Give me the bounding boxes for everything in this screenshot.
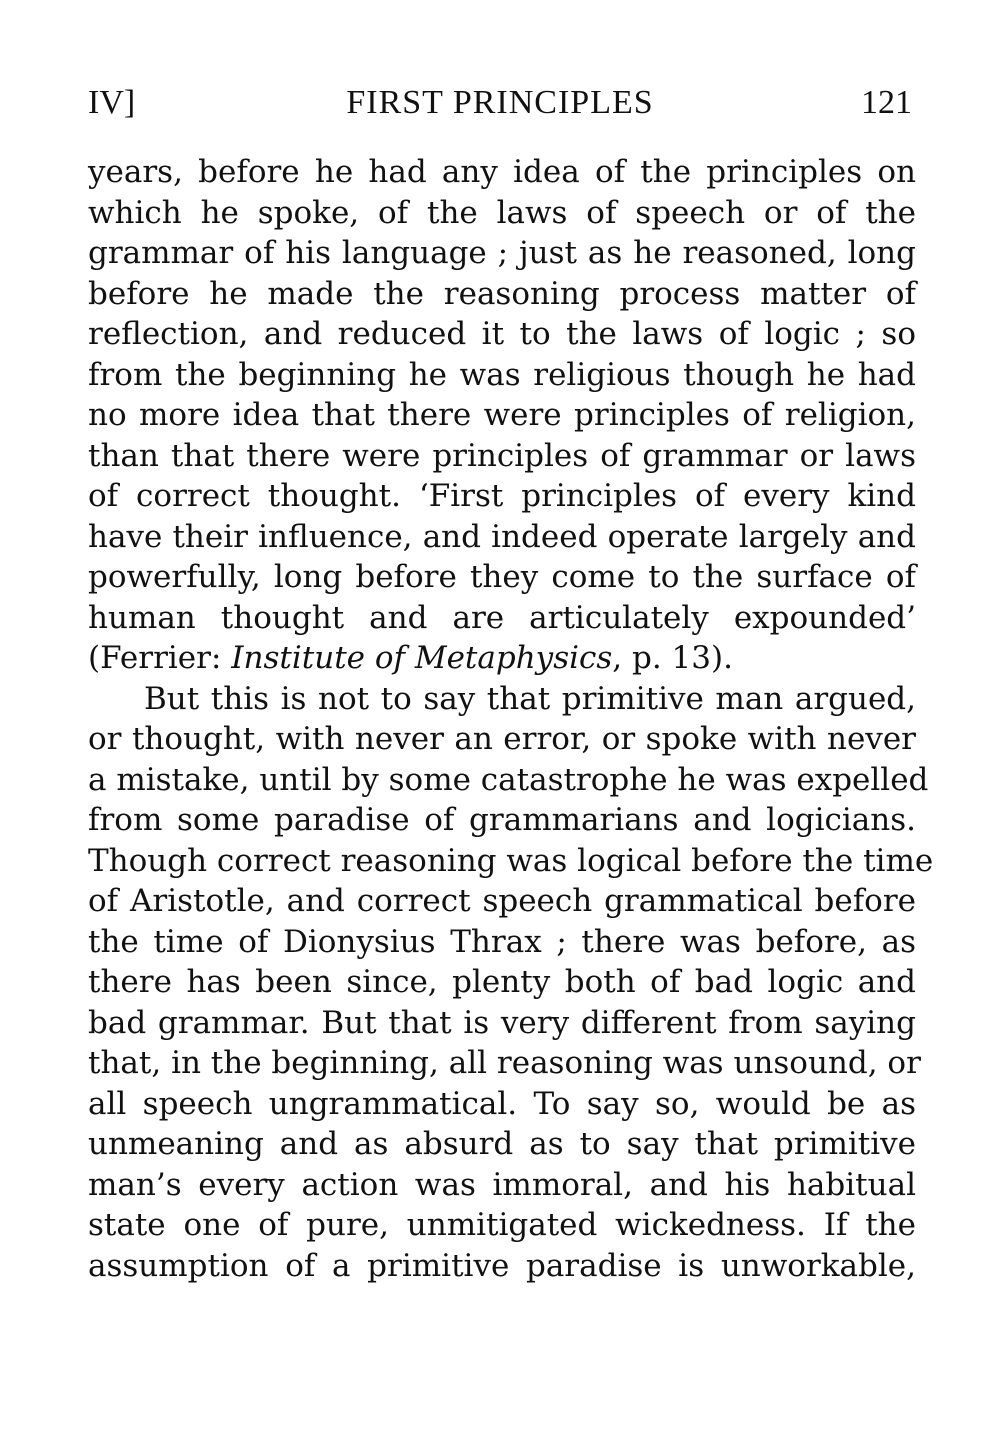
paragraph	[88, 152, 916, 679]
italic-title-text: Institute of Metaphysics	[231, 640, 613, 676]
line-text: unmeaning and as absurd as to say that primitive	[88, 1126, 916, 1162]
text-line	[88, 1124, 916, 1165]
line-text: powerfully, long before they come to the surface of	[88, 559, 916, 595]
line-text: But this is not to say that primitive man argued,	[144, 680, 916, 717]
text-line	[88, 1084, 916, 1125]
line-text: state one of pure, unmitigated wickedness. If the	[88, 1207, 916, 1243]
line-text: before he made the reasoning process matter of	[88, 275, 916, 312]
text-line	[88, 355, 916, 396]
line-text: the time of Dionysius Thrax ; there was before, as	[88, 923, 916, 960]
line-text: have their influence, and indeed operate largely and	[88, 518, 916, 555]
line-text: man’s every action was immoral, and his habitual	[88, 1166, 916, 1203]
line-text: human thought and are articulately expounded’	[88, 599, 916, 636]
line-text: than that there were principles of grammar or laws	[88, 437, 916, 474]
line-text: which he spoke, of the laws of speech or of the	[88, 194, 916, 231]
chapter-number: IV]	[88, 84, 136, 121]
text-line	[88, 719, 916, 760]
text-line	[88, 1205, 916, 1246]
line-text: grammar of his language ; just as he reasoned, long	[88, 235, 916, 271]
line-text: , p. 13).	[612, 640, 733, 676]
text-line	[88, 1003, 916, 1044]
line-text: that, in the beginning, all reasoning was unsound, or	[88, 1045, 921, 1081]
text-line	[88, 476, 916, 517]
body-text	[88, 152, 934, 1286]
line-text: from the beginning he was religious though he had	[88, 356, 916, 393]
line-text: years, before he had any idea of the principles on	[88, 154, 916, 190]
line-text: assumption of a primitive paradise is unworkable,	[88, 1247, 916, 1284]
text-line	[88, 274, 916, 315]
line-text: there has been since, plenty both of bad logic and	[88, 964, 916, 1000]
text-line	[88, 152, 916, 193]
text-line	[88, 1165, 916, 1206]
running-title: FIRST PRINCIPLES	[346, 84, 654, 121]
text-line	[88, 679, 916, 720]
line-text: of Aristotle, and correct speech grammatical before	[88, 883, 916, 919]
text-line	[88, 395, 916, 436]
line-text: of correct thought. ‘First principles of every kind	[88, 478, 916, 514]
text-line	[88, 557, 916, 598]
text-line	[88, 436, 916, 477]
text-line	[88, 1246, 916, 1287]
text-line	[88, 598, 916, 639]
text-line	[88, 922, 916, 963]
line-text: all speech ungrammatical. To say so, would be as	[88, 1085, 916, 1122]
running-header	[88, 78, 912, 128]
text-line	[88, 193, 916, 234]
text-line	[88, 881, 916, 922]
paragraph	[88, 679, 934, 1287]
line-text: a mistake, until by some catastrophe he was expelled	[88, 761, 929, 798]
line-text: Though correct reasoning was logical before the time	[88, 842, 934, 879]
text-line	[88, 638, 916, 679]
line-text: no more idea that there were principles of religion,	[88, 397, 916, 433]
line-text: reflection, and reduced it to the laws of logic ; so	[88, 316, 916, 352]
line-text: (Ferrier:	[88, 640, 232, 676]
line-text: bad grammar. But that is very different from saying	[88, 1004, 916, 1041]
page-number: 121	[861, 84, 912, 121]
text-line	[88, 517, 916, 558]
text-line	[88, 233, 916, 274]
line-text: or thought, with never an error, or spoke with never	[88, 721, 916, 757]
line-text: from some paradise of grammarians and logicians.	[88, 802, 916, 838]
text-line	[88, 841, 934, 882]
text-line	[88, 800, 916, 841]
text-line	[88, 962, 916, 1003]
text-line	[88, 314, 916, 355]
text-line	[88, 1043, 921, 1084]
text-line	[88, 760, 929, 801]
